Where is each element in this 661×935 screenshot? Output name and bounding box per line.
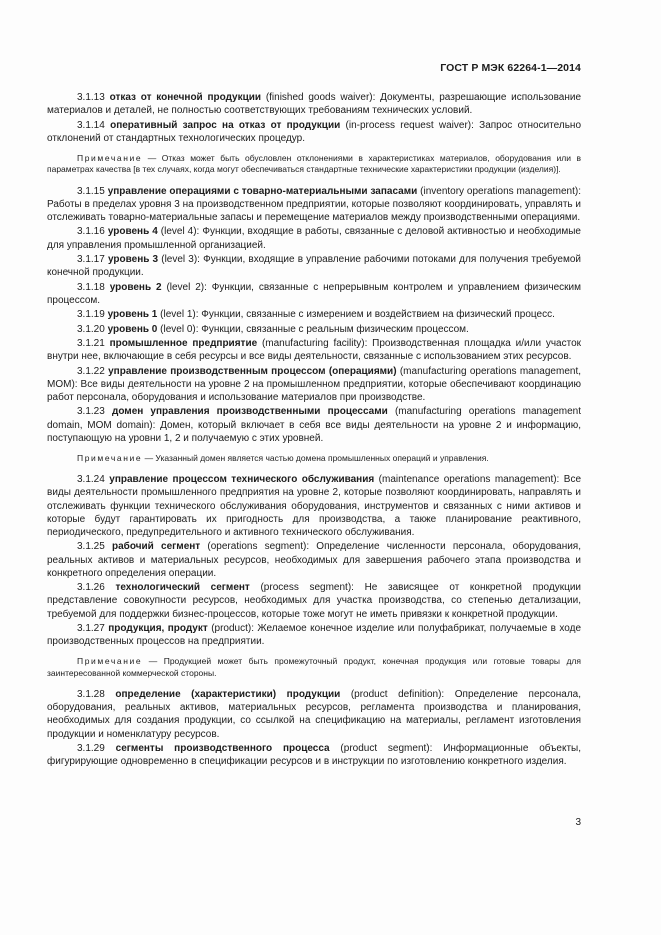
entry-3-1-16	[47, 225, 581, 251]
entry-term: оперативный запрос на отказ от продукции	[110, 119, 341, 131]
entry-number: 3.1.17	[77, 253, 105, 265]
entry-term: управление производственным процессом (операциями)	[108, 365, 397, 377]
entry-number: 3.1.23	[77, 406, 105, 418]
note-text: — Отказ может быть обусловлен отклонениями в характеристиках материалов, оборудования или в параметрах качества [в тех случаях, когда могут обеспечиваться стандартные технические характеристики продукции (изделия)].	[47, 153, 581, 175]
entry-text: (manufacturing operations management domain, MOM domain): Домен, который включает в себя все виды деятельности на уровне 2 и информацию, поступающую на уровни 1, 2 и получаемую с этих уровней.	[47, 406, 581, 444]
entry-text: (inventory operations management): Работы в пределах уровня 3 на производственном предприятии, которые позволяют координировать, управлять и отслеживать товарно-материальные запасы и перемещение материалов между производственными операциями.	[47, 185, 581, 223]
entry-text: (product segment): Информационные объекты, фигурирующие одновременно в спецификации ресурсов и в инструкции по изготовлению конкретного изделия.	[47, 743, 582, 768]
entry-number: 3.1.13	[77, 92, 105, 103]
entry-number: 3.1.14	[77, 119, 105, 131]
entry-3-1-26	[47, 581, 581, 621]
entry-number: 3.1.25	[77, 541, 105, 553]
entry-3-1-28	[47, 688, 581, 741]
entry-number: 3.1.29	[77, 743, 105, 755]
entry-3-1-20	[47, 323, 581, 336]
entry-term: определение (характеристики) продукции	[115, 689, 341, 701]
entry-term: уровень 3	[107, 253, 159, 265]
entry-term: управление процессом технического обслуживания	[109, 474, 375, 486]
standard-header: ГОСТ Р МЭК 62264-1—2014	[440, 62, 581, 74]
entry-text: (product): Желаемое конечное изделие или полуфабрикат, получаемые в ходе производственных процессов на предприятии.	[47, 623, 582, 648]
note-3	[47, 656, 581, 679]
note-1	[47, 153, 581, 176]
entry-term: продукция, продукт	[108, 623, 208, 635]
note-label: Примечание	[77, 153, 143, 163]
entry-term: управление операциями с товарно-материальными запасами	[107, 185, 418, 197]
entry-3-1-22	[47, 365, 581, 405]
entry-3-1-21	[47, 337, 581, 363]
document-body	[47, 91, 581, 770]
entry-text: (manufacturing operations management, MOM): Все виды деятельности на уровне 2 на промышленном предприятии, которые обеспечивают координацию работ персонала, оборудования и использование материалов при производстве.	[47, 365, 582, 403]
entry-term: промышленное предприятие	[109, 337, 258, 349]
entry-3-1-24	[47, 473, 581, 539]
note-text: — Продукцией может быть промежуточный продукт, конечная продукция или готовые товары для заинтересованной коммерческой стороны.	[47, 656, 581, 678]
entry-text: (level 3): Функции, входящие в управление рабочими потоками для получения требуемой конечной продукции.	[47, 253, 581, 279]
page-number: 3	[575, 817, 581, 828]
note-label: Примечание	[77, 452, 143, 463]
entry-number: 3.1.20	[77, 323, 105, 335]
entry-term: сегменты производственного процесса	[115, 743, 330, 755]
entry-3-1-14	[47, 119, 581, 145]
entry-text: (level 1): Функции, связанные с измерением и воздействием на физический процесс.	[157, 309, 555, 321]
entry-3-1-27	[47, 622, 581, 648]
entry-number: 3.1.26	[77, 582, 105, 594]
entry-term: уровень 1	[107, 309, 158, 321]
entry-number: 3.1.21	[77, 337, 105, 349]
entry-text: (process segment): Не зависящее от конкретной продукции представление совокупности ресурсов, необходимых для участка производства, со степенью детализации, требуемой для поддержки бизнес-процессов, которые тоже могут не иметь привязки к конкретной продукции.	[47, 582, 581, 620]
entry-term: домен управления производственными процессами	[111, 406, 388, 418]
entry-text: (product definition): Определение персонала, оборудования, реальных активов, материальных ресурсов, регламента производства и планирования, необходимых для создания продукции, со ссылкой на спецификацию на материалы, регламент изготовления продукции и номенклатуру ресурсов.	[47, 689, 582, 740]
entry-term: уровень 2	[109, 281, 162, 293]
entry-term: рабочий сегмент	[112, 541, 201, 553]
entry-text: (level 0): Функции, связанные с реальным физическим процессом.	[157, 323, 469, 335]
note-2	[47, 453, 581, 464]
entry-number: 3.1.18	[77, 281, 105, 293]
entry-3-1-19	[47, 308, 581, 321]
entry-term: уровень 0	[107, 323, 158, 335]
entry-number: 3.1.19	[77, 309, 105, 321]
entry-number: 3.1.28	[77, 689, 105, 701]
entry-text: (level 2): Функции, связанные с непрерывным контролем и управлением физическим процессом.	[47, 281, 581, 306]
entry-term: отказ от конечной продукции	[109, 92, 262, 103]
entry-text: (manufacturing facility): Производственная площадка и/или участок внутри нее, включающие в себя ресурсы и все виды деятельности, связанные с использованием этих ресурсов.	[47, 337, 582, 363]
entry-3-1-29	[47, 742, 581, 768]
entry-text: (maintenance operations management): Все виды деятельности промышленного предприятия на уровне 2, которые позволяют координировать, направлять и отслеживать функции технического обслуживания оборудования, инструментов и связанных с ними активов и которые будут гарантировать их пригодность для производства, а также планирование реактивного, периодического, предупредительного и активного технического обслуживания.	[47, 474, 582, 539]
entry-number: 3.1.24	[77, 474, 105, 486]
entry-3-1-25	[47, 540, 581, 580]
entry-3-1-18	[47, 281, 581, 307]
entry-3-1-17	[47, 253, 581, 279]
entry-text: (in-process request waiver): Запрос относительно отклонений от стандартных технологических процедур.	[47, 119, 582, 144]
note-label: Примечание	[77, 656, 143, 667]
entry-3-1-15	[47, 185, 581, 225]
note-text: — Указанный домен является частью домена промышленных операций и управления.	[142, 452, 489, 463]
entry-term: технологический сегмент	[115, 582, 250, 594]
entry-3-1-23	[47, 405, 581, 445]
entry-term: уровень 4	[107, 226, 158, 238]
entry-number: 3.1.27	[77, 623, 105, 635]
entry-3-1-13	[47, 91, 581, 117]
entry-number: 3.1.15	[77, 185, 105, 197]
entry-number: 3.1.22	[77, 365, 105, 377]
entry-text: (finished goods waiver): Документы, разрешающие использование материалов и деталей, не полностью соответствующих требованиям технических условий.	[47, 92, 582, 117]
entry-text: (operations segment): Определение численности персонала, оборудования, реальных активов и материальных ресурсов, необходимых для завершения рабочего этапа производства и конкретного определения операции.	[47, 541, 581, 579]
entry-text: (level 4): Функции, входящие в работы, связанные с деловой активностью и необходимые для управления промышленной организацией.	[47, 226, 581, 251]
entry-number: 3.1.16	[77, 226, 105, 238]
